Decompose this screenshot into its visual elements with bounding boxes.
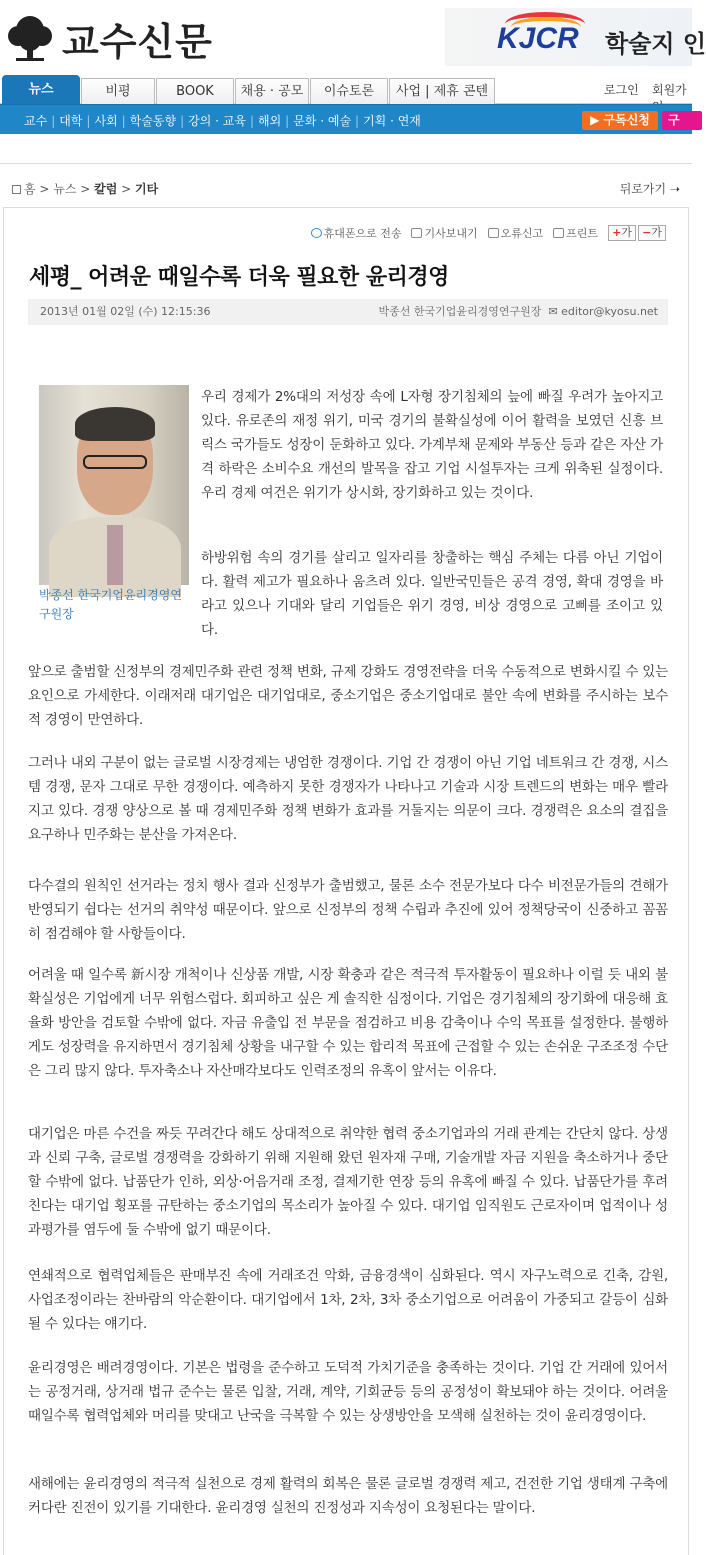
phone-send-link[interactable]: 휴대폰으로 전송 [311, 225, 402, 241]
photo-tie [107, 525, 123, 585]
breadcrumb-etc[interactable]: 기타 [135, 182, 159, 196]
author-email[interactable]: editor@kyosu.net [561, 305, 658, 318]
article-container [3, 207, 689, 1555]
author-photo [39, 385, 189, 585]
article-byline [379, 299, 658, 325]
tab-news[interactable]: 뉴스 [2, 75, 80, 105]
article-meta [28, 299, 668, 325]
font-increase-button[interactable]: +가 [608, 225, 636, 241]
sub-nav-items: 교수 | 대학 | 사회 | 학술동향 | 강의 · 교육 | 해외 | 문화 · 예술 | 기획 · 연재 [24, 114, 421, 128]
subnav-item-culture[interactable]: 문화 · 예술 [293, 114, 352, 128]
breadcrumb [0, 180, 692, 200]
report-icon [488, 228, 499, 238]
signup-link[interactable]: 회원가 [652, 83, 687, 97]
breadcrumb-path: 홈 > 뉴스 > 칼럼 > 기타 [12, 180, 158, 197]
subnav-item-lecture[interactable]: 강의 · 교육 [188, 114, 246, 128]
mail-icon [411, 228, 422, 238]
email-article-link[interactable]: 기사보내기 [411, 225, 477, 241]
tab-jobs[interactable]: 채용 · 공모 [235, 78, 309, 104]
ad-banner[interactable] [445, 8, 706, 66]
print-icon [553, 228, 564, 238]
site-header [0, 0, 706, 75]
article-tools [311, 225, 666, 241]
article-paragraph: 다수결의 원칙인 선거라는 정치 행사 결과 신정부가 출범했고, 물론 소수 전문가보다 다수 비전문가들의 견해가 반영되기 쉽다는 선거의 취약성 때문이다. 앞으로 신정부의 정책 수립과 추진에 있어 정책당국이 신중하고 꼼꼼히 점검해야 할 사항들이다. [28, 878, 668, 942]
article-paragraph: 윤리경영은 배려경영이다. 기본은 법령을 준수하고 도덕적 가치기준을 충족하는 것이다. 기업 간 거래에 있어서는 공정거래, 상거래 법규 준수는 물론 입찰, 거래, 계약, 기회균등 등의 공정성이 확보돼야 하는 것이다. 어려울 때일수록 협력업체와 머리를 맞대고 난국을 극복할 수 있는 상생방안을 모색해 실천하는 것이 윤리경영이다. [28, 1360, 668, 1424]
arrow-right-icon: ➝ [669, 182, 680, 196]
subnav-item-society[interactable]: 사회 [94, 114, 118, 128]
site-logo[interactable] [4, 10, 213, 66]
article-date: 2013년 01월 02일 (수) 12:15:36 [40, 305, 211, 318]
mail-icon: ✉ [548, 305, 558, 318]
subnav-item-academic[interactable]: 학술동향 [129, 114, 177, 128]
back-link[interactable]: 뒤로가기 ➝ [619, 182, 680, 196]
article-title: 세평_ 어려운 때일수록 더욱 필요한 윤리경영 [29, 264, 449, 290]
breadcrumb-news[interactable]: 뉴스 [53, 182, 77, 196]
photo-caption: 박종선 한국기업윤리경영연구원장 [39, 588, 182, 621]
tab-business[interactable]: 사업 | 제휴 콘텐 [389, 78, 495, 104]
article-paragraph: 앞으로 출범할 신정부의 경제민주화 관련 정책 변화, 규제 강화도 경영전략을 더욱 수동적으로 변화시킬 수 있는 요인으로 가세한다. 이래저래 대기업은 대기업대로, 중소기업은 중소기업대로 불안 속에 변화를 주시하는 보수적 경영이 만연하다. [28, 664, 668, 728]
photo-glasses [83, 455, 147, 469]
tab-critique[interactable]: 비평 [81, 78, 155, 104]
main-nav [0, 75, 692, 104]
subscribe-button[interactable]: ▶ 구독신청 [582, 111, 658, 130]
article-paragraph: 대기업은 마른 수건을 짜듯 꾸려간다 해도 상대적으로 취약한 협력 중소기업과의 거래 관계는 간단치 않다. 상생과 신뢰 구축, 글로벌 경쟁력을 강화하기 위해 지원해 왔던 원자재 구매, 기술개발 자금 지원을 축소하거나 중단할 수밖에 없다. 납품단가 인하, 외상·어음거래 조정, 결제기한 연장 등의 유혹에 빠질 수 있다. 납품단가를 후려친다는 대기업 횡포를 규탄하는 중소기업의 목소리가 높아질 수 있다. 대기업 임직원도 근로자이며 업적이나 성과평가를 염두에 둘 수밖에 없기 때문이다. [28, 1126, 668, 1238]
tab-issue[interactable]: 이슈토론 [310, 78, 388, 104]
article-paragraph: 새해에는 윤리경영의 적극적 실천으로 경제 활력의 회복은 물론 글로벌 경쟁력 제고, 건전한 기업 생태계 구축에 커다란 진전이 있기를 기대한다. 윤리경영 실천의 진정성과 지속성이 요청된다는 말이다. [28, 1476, 668, 1516]
banner-logo: KJCR [497, 22, 579, 55]
breadcrumb-column[interactable]: 칼럼 [94, 182, 118, 196]
article-paragraph: 우리 경제가 2%대의 저성장 속에 L자형 장기침체의 늪에 빠질 우려가 높아지고 있다. 유로존의 재정 위기, 미국 경기의 불확실성에 이어 활력을 보였던 신흥 브릭스 국가들도 성장이 둔화하고 있다. 가계부채 문제와 부동산 등과 같은 자산 가격 하락은 소비수요 개선의 발목을 잡고 기업 시설투자는 크게 위축된 실정이다. 우리 경제 여건은 위기가 상시화, 장기화하고 있는 것이다. [201, 389, 663, 501]
photo-hair [75, 407, 155, 441]
phone-icon [311, 228, 322, 238]
tab-book[interactable]: BOOK [156, 78, 234, 104]
plus-icon: + [612, 226, 622, 239]
sub-nav [0, 104, 692, 134]
print-link[interactable]: 프린트 [553, 225, 598, 241]
subnav-item-series[interactable]: 기획 · 연재 [363, 114, 421, 128]
subnav-item-professor[interactable]: 교수 [24, 114, 48, 128]
article-author: 박종선 한국기업윤리경영연구원장 [378, 305, 542, 318]
banner-text: 학술지 인 [605, 30, 706, 58]
article-paragraph: 하방위험 속의 경기를 살리고 일자리를 창출하는 핵심 주체는 다름 아닌 기업이다. 활력 제고가 필요하나 움츠려 있다. 일반국민들은 공격 경영, 확대 경영을 바라고 있으나 기대와 달리 기업들은 위기 경영, 비상 경영으로 고삐를 조이고 있다. [201, 550, 663, 638]
spacer [0, 134, 692, 164]
home-icon [12, 185, 21, 194]
subnav-item-overseas[interactable]: 해외 [257, 114, 282, 128]
minus-icon: − [642, 226, 652, 239]
tree-logo-icon [4, 12, 56, 64]
report-error-link[interactable]: 오류신고 [488, 225, 544, 241]
logo-text: 교수신문 [62, 18, 213, 64]
breadcrumb-home[interactable]: 홈 [24, 182, 36, 196]
font-decrease-button[interactable]: −가 [638, 225, 666, 241]
article-paragraph: 어려울 때 일수록 新시장 개척이나 신상품 개발, 시장 확충과 같은 적극적 투자활동이 필요하나 이럴 듯 내외 불확실성은 기업에게 너무 위험스럽다. 회피하고 싶은 게 솔직한 심정이다. 기업은 경기침체의 장기화에 대응해 효율화 방안을 검토할 수밖에 없다. 자금 유출입 전 부문을 점검하고 비용 감축이나 수익 목표를 설정한다. 불행하게도 성장력을 유지하면서 경기침체 상황을 내구할 수 있는 합리적 목표에 근접할 수 있는 손쉬운 구조조정 수단은 그리 많지 않다. 투자축소나 자산매각보다도 인력조정의 유혹이 앞서는 이유다. [28, 967, 668, 1079]
subnav-item-university[interactable]: 대학 [59, 114, 83, 128]
article-paragraph: 연쇄적으로 협력업체들은 판매부진 속에 거래조건 악화, 금융경색이 심화된다. 역시 자구노력으로 긴축, 감원, 사업조정이라는 찬바람의 악순환이다. 대기업에서 1차, 2차, 3차 중소기업으로 어려움이 가중되고 갈등이 심화될 수 있다는 얘기다. [28, 1268, 668, 1332]
subscribe2-button[interactable]: 구 [662, 111, 702, 130]
login-link[interactable]: 로그인 [604, 83, 639, 97]
article-paragraph: 그러나 내외 구분이 없는 글로벌 시장경제는 냉엄한 경쟁이다. 기업 간 경쟁이 아닌 기업 네트워크 간 경쟁, 시스템 경쟁, 문자 그대로 무한 경쟁이다. 예측하지 못한 경쟁자가 나타나고 기술과 시장 트렌드의 변화는 매우 빨라지고 있다. 경쟁 양상으로 볼 때 경제민주화 정책 변화가 효과를 거둘지는 의문이 크다. 경쟁력은 요소의 결집을 요구하나 민주화는 분산을 가져온다. [28, 755, 668, 843]
